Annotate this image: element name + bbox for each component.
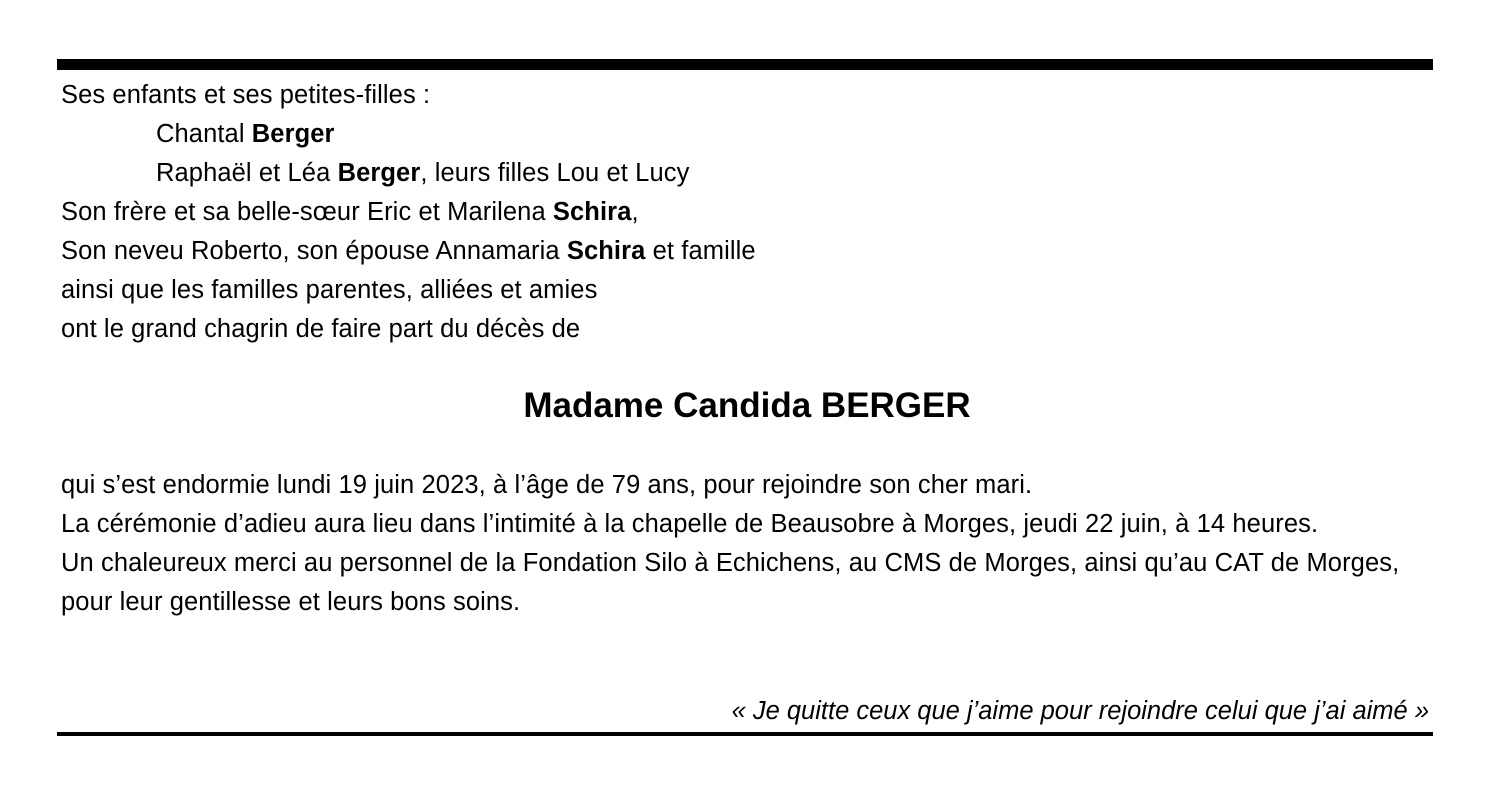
top-divider [57,59,1433,70]
family-member-first-names: Son frère et sa belle-sœur Eric et Marilena [61,198,553,226]
deceased-name: Madame Candida BERGER [523,386,971,425]
family-member-first-names: Son neveu Roberto, son épouse Annamaria [61,237,567,265]
intro-line: Ses enfants et ses petites-filles : [61,81,431,109]
ceremony-details [61,466,1431,622]
family-member-line [61,115,1431,154]
thanks-paragraph: Un chaleureux merci au personnel de la Fondation Silo à Echichens, au CMS de Morges, ainsi qu’au CAT de Morges, pour leur gentillesse et leurs bons soins. [61,549,1400,616]
family-announcement [61,76,1431,349]
family-surname: Schira [566,237,646,265]
family-member-line [61,154,1431,193]
family-surname: Berger [251,120,335,148]
intro-line: ainsi que les familles parentes, alliées et amies [61,276,598,304]
family-member-first-names: Raphaël et Léa [156,159,338,187]
ceremony-paragraph: La cérémonie d’adieu aura lieu dans l’intimité à la chapelle de Beausobre à Morges, jeudi 22 juin, à 14 heures. [61,510,1319,538]
passing-paragraph: qui s’est endormie lundi 19 juin 2023, à l’âge de 79 ans, pour rejoindre son cher mari. [61,471,1033,499]
family-member-detail: et famille [645,237,756,265]
bottom-divider [57,732,1433,736]
family-member-line [61,232,1431,271]
family-member-detail: , [631,198,639,226]
family-member-first-name: Chantal [156,120,252,148]
intro-line: ont le grand chagrin de faire part du décès de [61,315,581,343]
closing-quote: « Je quitte ceux que j’aime pour rejoindre celui que j’ai aimé » [731,697,1429,725]
family-surname: Berger [337,159,421,187]
family-member-line [61,193,1431,232]
family-surname: Schira [552,198,632,226]
family-member-detail: , leurs filles Lou et Lucy [420,159,690,187]
